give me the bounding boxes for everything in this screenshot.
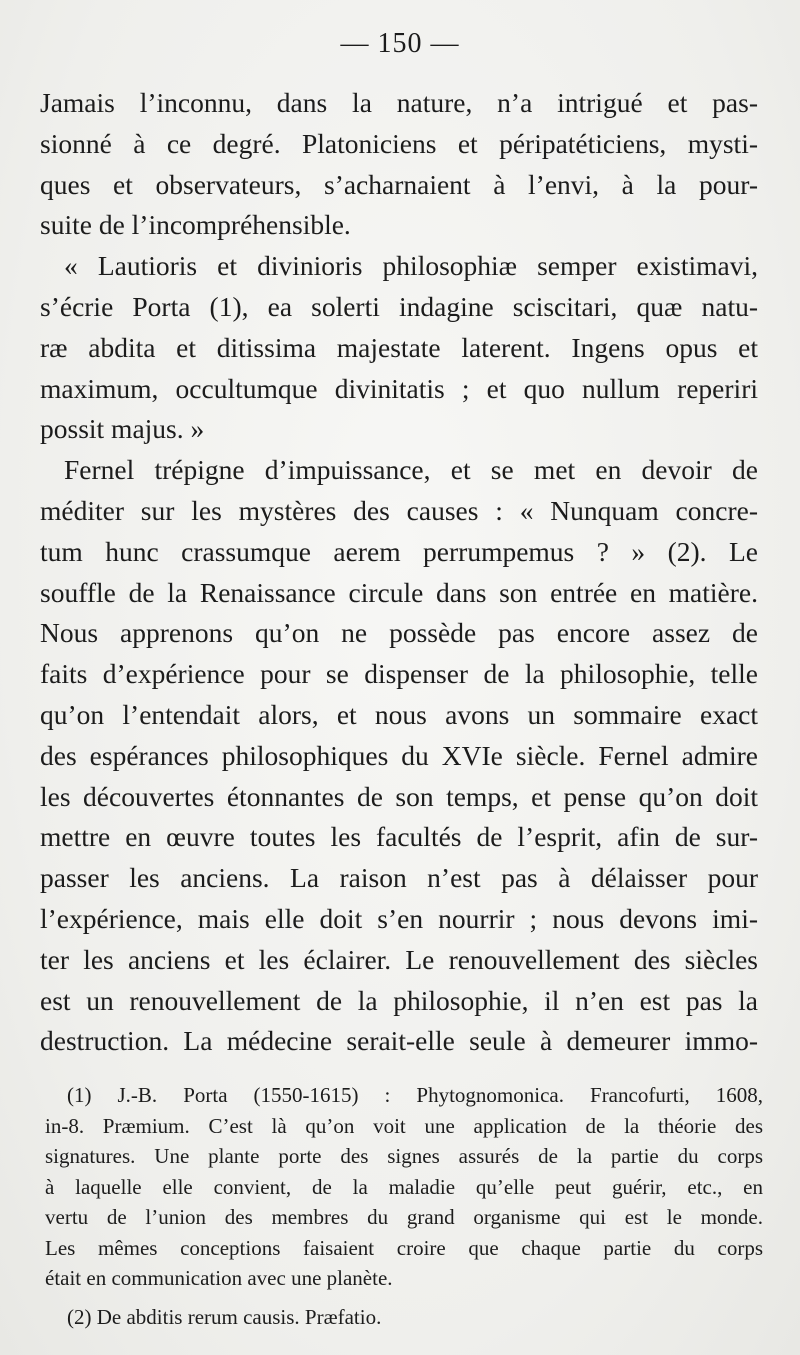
footnote-line: (1) J.-B. Porta (1550-1615) : Phytognomonica. Francofurti, 1608, xyxy=(67,1083,763,1107)
body-line: Nous apprenons qu’on ne possède pas encore assez de xyxy=(40,617,758,649)
body-line: les découvertes étonnantes de son temps, et pense qu’on doit xyxy=(40,780,758,812)
body-line: possit majus. » xyxy=(40,413,205,445)
body-line: ques et observateurs, s’acharnaient à l’envi, à la pour- xyxy=(40,168,758,200)
body-line: faits d’expérience pour se dispenser de la philosophie, telle xyxy=(40,658,758,690)
body-line: ræ abdita et ditissima majestate laterent. Ingens opus et xyxy=(40,331,758,363)
body-line: Fernel trépigne d’impuissance, et se met en devoir de xyxy=(64,454,758,486)
body-text xyxy=(40,83,758,1062)
body-line: ter les anciens et les éclairer. Le renouvellement des siècles xyxy=(40,943,758,975)
body-line: « Lautioris et divinioris philosophiæ semper existimavi, xyxy=(64,250,758,282)
page-number: — 150 — xyxy=(340,28,460,59)
body-line: mettre en œuvre toutes les facultés de l’esprit, afin de sur- xyxy=(40,821,758,853)
footnote-line: (2) De abditis rerum causis. Præfatio. xyxy=(67,1304,382,1329)
footnote-line: vertu de l’union des membres du grand organisme qui est le monde. xyxy=(45,1205,763,1229)
body-line: tum hunc crassumque aerem perrumpemus ? » (2). Le xyxy=(40,535,758,567)
body-line: qu’on l’entendait alors, et nous avons un sommaire exact xyxy=(40,698,758,730)
footnotes xyxy=(45,1080,763,1332)
body-line: méditer sur les mystères des causes : « Nunquam concre- xyxy=(40,494,758,526)
body-line: l’expérience, mais elle doit s’en nourrir ; nous devons imi- xyxy=(40,902,758,934)
footnote-line: signatures. Une plante porte des signes assurés de la partie du corps xyxy=(45,1144,763,1168)
footnote-line: était en communication avec une planète. xyxy=(45,1266,393,1290)
body-line: est un renouvellement de la philosophie, il n’en est pas la xyxy=(40,984,758,1016)
body-line: Jamais l’inconnu, dans la nature, n’a intrigué et pas- xyxy=(40,87,758,118)
body-line: passer les anciens. La raison n’est pas à délaisser pour xyxy=(40,862,758,894)
body-line: destruction. La médecine serait-elle seule à demeurer immo- xyxy=(40,1025,758,1057)
body-line: maximum, occultumque divinitatis ; et quo nullum reperiri xyxy=(40,372,758,404)
footnote-line: Les mêmes conceptions faisaient croire que chaque partie du corps xyxy=(45,1235,763,1260)
footnote-line: à laquelle elle convient, de la maladie qu’elle peut guérir, etc., en xyxy=(45,1174,763,1199)
body-line: sionné à ce degré. Platoniciens et péripatéticiens, mysti- xyxy=(40,127,758,159)
body-line: souffle de la Renaissance circule dans son entrée en matière. xyxy=(40,576,758,608)
body-line: suite de l’incompréhensible. xyxy=(40,209,351,241)
footnote-gap xyxy=(45,1294,763,1302)
body-line: des espérances philosophiques du XVIe siècle. Fernel admire xyxy=(40,739,758,771)
footnote-line: in-8. Præmium. C’est là qu’on voit une application de la théorie des xyxy=(45,1113,763,1138)
body-line: s’écrie Porta (1), ea solerti indagine sciscitari, quæ natu- xyxy=(40,290,758,322)
